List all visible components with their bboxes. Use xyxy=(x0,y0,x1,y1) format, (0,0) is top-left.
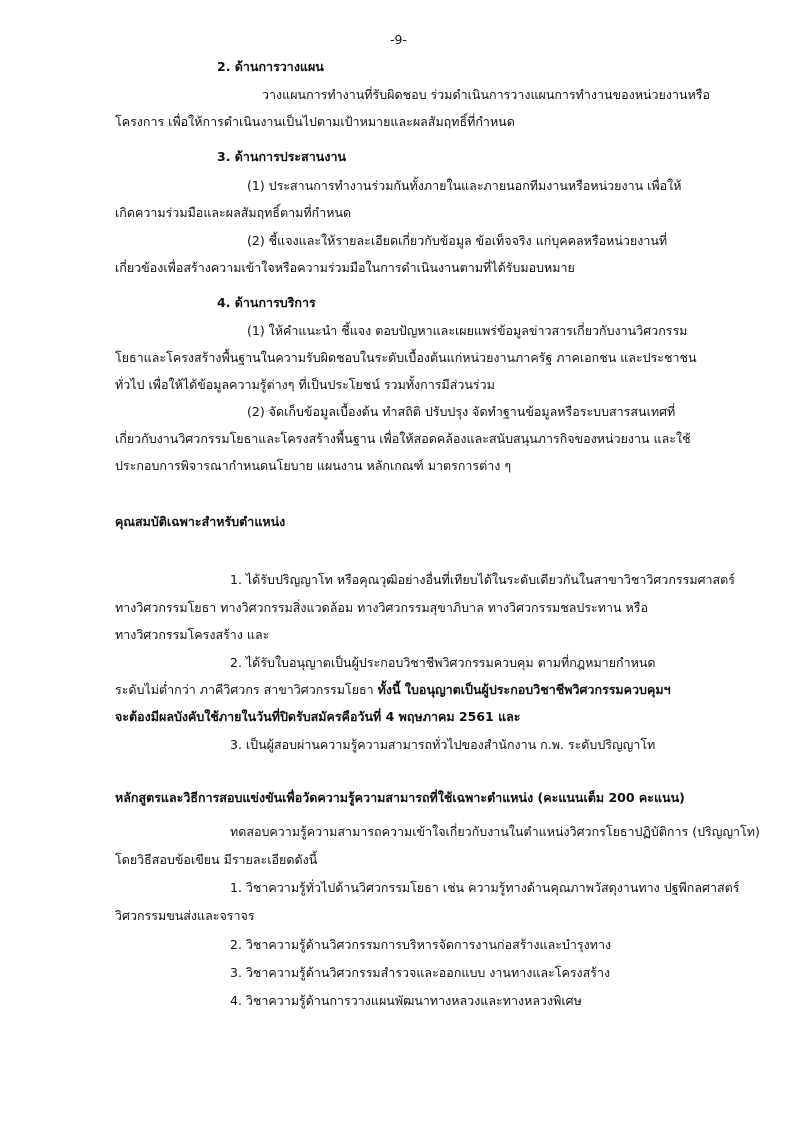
paragraph-line: (1) ประสานการทำงานร่วมกันทั้งภายในและภายนอกทีมงานหรือหน่วยงาน เพื่อให้ xyxy=(247,178,682,193)
section-heading-planning: 2. ด้านการวางแผน xyxy=(217,59,324,74)
paragraph-line: ประกอบการพิจารณากำหนดนโยบาย แผนงาน หลักเกณฑ์ มาตรการต่าง ๆ xyxy=(115,458,512,473)
paragraph-line: วิศวกรรมขนส่งและจราจร xyxy=(115,908,255,923)
paragraph-line: เกิดความร่วมมือและผลสัมฤทธิ์ตามที่กำหนด xyxy=(115,205,352,220)
paragraph-line: (1) ให้คำแนะนำ ชี้แจง ตอบปัญหาและเผยแพร่ข้อมูลข่าวสารเกี่ยวกับงานวิศวกรรม xyxy=(247,323,688,338)
paragraph-line-bold: จะต้องมีผลบังคับใช้ภายในวันที่ปิดรับสมัครคือวันที่ 4 พฤษภาคม 2561 และ xyxy=(115,709,521,724)
paragraph-line: วางแผนการทำงานที่รับผิดชอบ ร่วมดำเนินการวางแผนการทำงานของหน่วยงานหรือ xyxy=(262,87,711,102)
paragraph-line: (2) ชี้แจงและให้รายละเอียดเกี่ยวกับข้อมูล ข้อเท็จจริง แก่บุคคลหรือหน่วยงานที่ xyxy=(247,233,668,248)
paragraph-line: ทั่วไป เพื่อให้ได้ข้อมูลความรู้ต่างๆ ที่เป็นประโยชน์ รวมทั้งการมีส่วนร่วม xyxy=(115,377,495,392)
paragraph-line: โยธาและโครงสร้างพื้นฐานในความรับผิดชอบในระดับเบื้องต้นแก่หน่วยงานภาครัฐ ภาคเอกชน และประชาชน xyxy=(115,350,697,365)
text-bold: ทั้งนี้ ใบอนุญาตเป็นผู้ประกอบวิชาชีพวิศวกรรมควบคุมฯ xyxy=(377,682,671,697)
paragraph-line: โครงการ เพื่อให้การดำเนินงานเป็นไปตามเป้าหมายและผลสัมฤทธิ์ที่กำหนด xyxy=(115,114,515,129)
paragraph-line: 3. เป็นผู้สอบผ่านความรู้ความสามารถทั่วไปของสำนักงาน ก.พ. ระดับปริญญาโท xyxy=(230,737,656,752)
page-number: -9- xyxy=(390,32,407,47)
list-item: 4. วิชาความรู้ด้านการวางแผนพัฒนาทางหลวงและทางหลวงพิเศษ xyxy=(230,993,582,1008)
paragraph-line: ทางวิศวกรรมโครงสร้าง และ xyxy=(115,627,270,642)
paragraph-line: เกี่ยวกับงานวิศวกรรมโยธาและโครงสร้างพื้นฐาน เพื่อให้สอดคล้องและสนับสนุนภารกิจของหน่วยงาน และใช้ xyxy=(115,431,691,446)
list-item: 2. วิชาความรู้ด้านวิศวกรรมการบริหารจัดการงานก่อสร้างและบำรุงทาง xyxy=(230,937,612,952)
paragraph-line: (2) จัดเก็บข้อมูลเบื้องต้น ทำสถิติ ปรับปรุง จัดทำฐานข้อมูลหรือระบบสารสนเทศที่ xyxy=(247,404,676,419)
list-item: 1. วิชาความรู้ทั่วไปด้านวิศวกรรมโยธา เช่น ความรู้ทางด้านคุณภาพวัสดุงานทาง ปฐพีกลศาสตร์ xyxy=(230,880,740,895)
paragraph-line: 1. ได้รับปริญญาโท หรือคุณวุฒิอย่างอื่นที่เทียบได้ในระดับเดียวกันในสาขาวิชาวิศวกรรมศาสตร์ xyxy=(230,572,735,587)
text-normal: ระดับไม่ต่ำกว่า ภาคีวิศวกร สาขาวิศวกรรมโยธา xyxy=(115,682,378,697)
section-heading-coordination: 3. ด้านการประสานงาน xyxy=(217,149,347,164)
list-item: 3. วิชาความรู้ด้านวิศวกรรมสำรวจและออกแบบ งานทางและโครงสร้าง xyxy=(230,965,611,980)
paragraph-line: ทดสอบความรู้ความสามารถความเข้าใจเกี่ยวกับงานในตำแหน่งวิศวกรโยธาปฏิบัติการ (ปริญญาโท) xyxy=(230,824,760,839)
section-heading-service: 4. ด้านการบริการ xyxy=(217,295,316,310)
section-heading-exam: หลักสูตรและวิธีการสอบแข่งขันเพื่อวัดความรู้ความสามารถที่ใช้เฉพาะตำแหน่ง (คะแนนเต็ม 200 คะแนน) xyxy=(115,790,685,805)
paragraph-line xyxy=(115,681,671,699)
paragraph-line: ทางวิศวกรรมโยธา ทางวิศวกรรมสิ่งแวดล้อม ทางวิศวกรรมสุขาภิบาล ทางวิศวกรรมชลประทาน หรือ xyxy=(115,600,649,615)
section-heading-qualifications: คุณสมบัติเฉพาะสำหรับตำแหน่ง xyxy=(115,514,286,529)
paragraph-line: เกี่ยวข้องเพื่อสร้างความเข้าใจหรือความร่วมมือในการดำเนินงานตามที่ได้รับมอบหมาย xyxy=(115,260,575,275)
paragraph-line: 2. ได้รับใบอนุญาตเป็นผู้ประกอบวิชาชีพวิศวกรรมควบคุม ตามที่กฎหมายกำหนด xyxy=(230,655,656,670)
paragraph-line: โดยวิธีสอบข้อเขียน มีรายละเอียดดังนี้ xyxy=(115,852,318,867)
